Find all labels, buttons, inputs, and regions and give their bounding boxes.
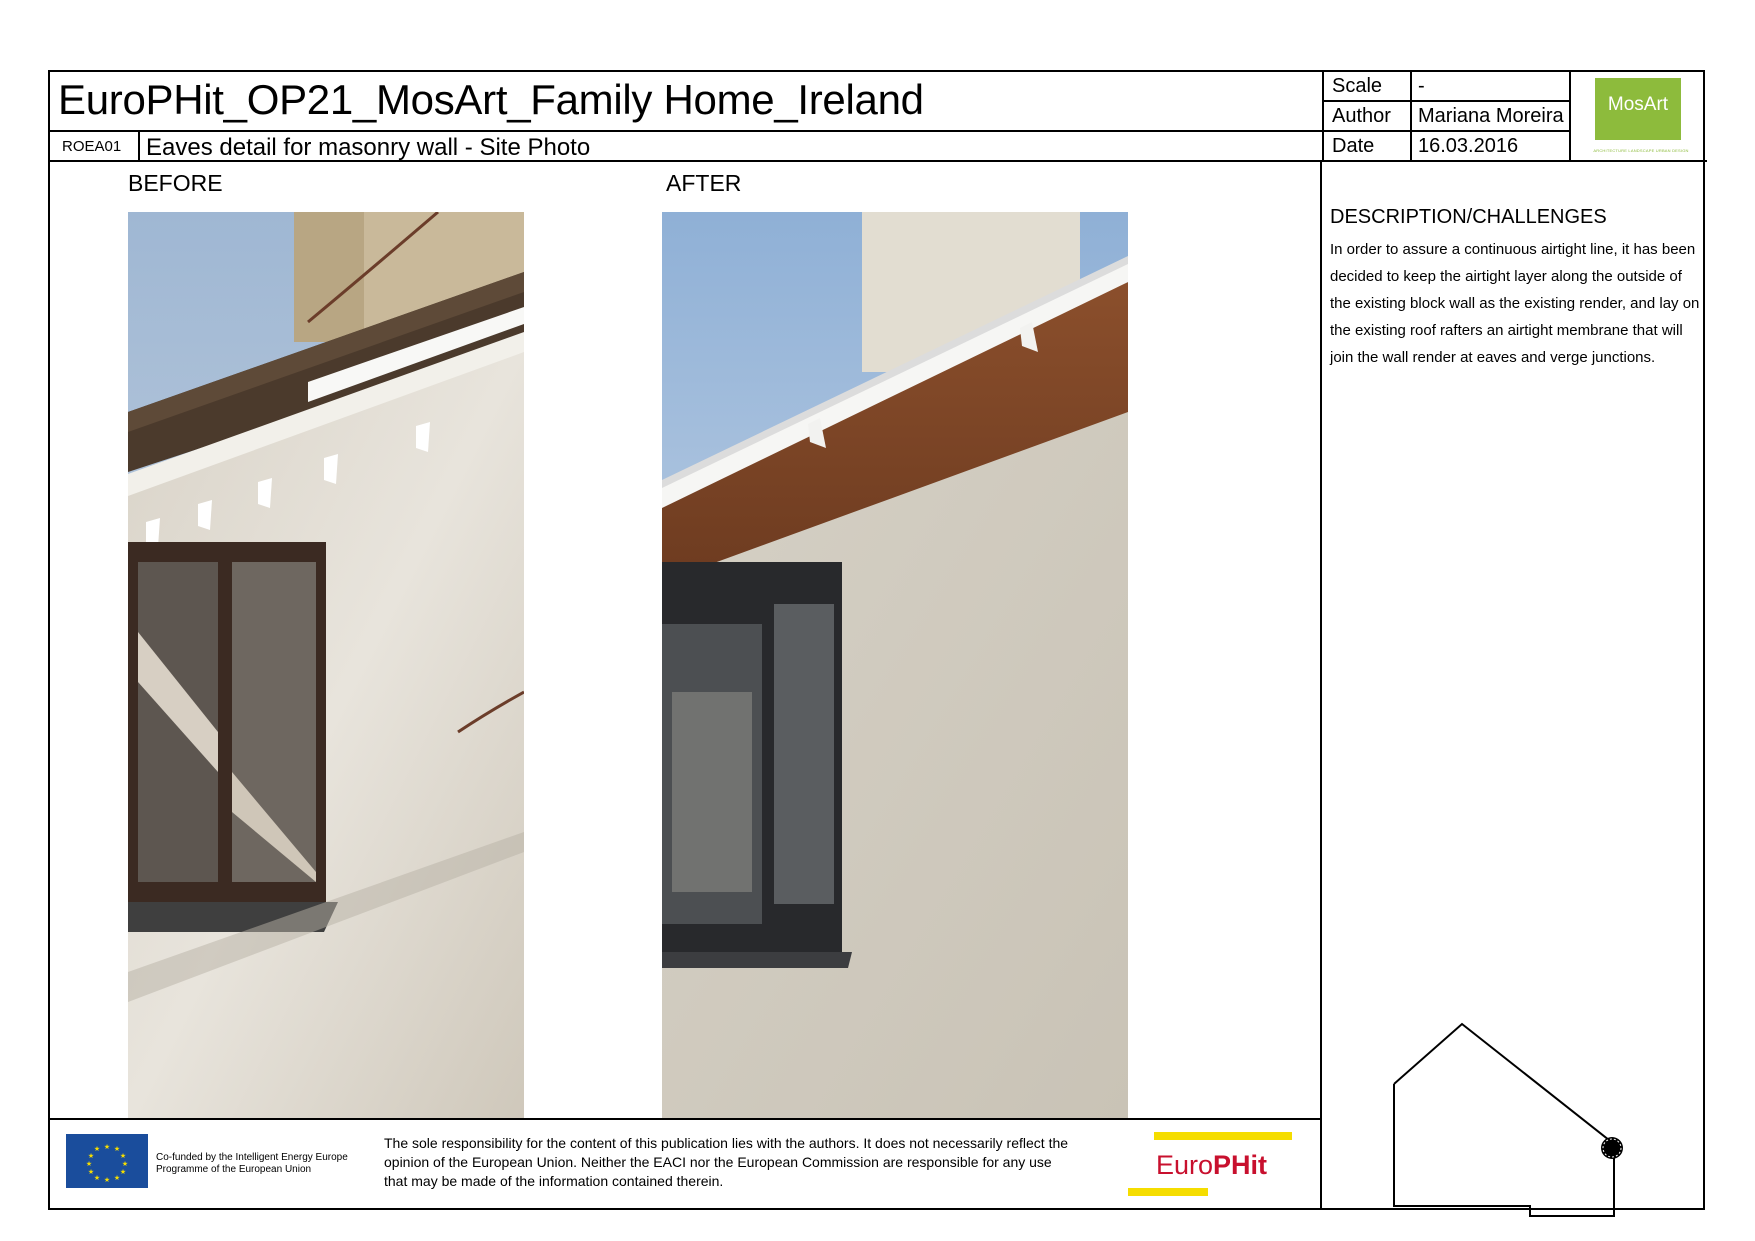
title-block — [1322, 72, 1707, 162]
svg-text:★: ★ — [119, 1152, 127, 1160]
svg-text:★: ★ — [121, 1160, 129, 1168]
mosart-logo — [1595, 78, 1681, 140]
scale-label: Scale — [1332, 75, 1383, 97]
svg-text:★: ★ — [93, 1174, 101, 1182]
author-value: Mariana Moreira — [1418, 105, 1564, 127]
svg-text:★: ★ — [85, 1160, 93, 1168]
scale-value: - — [1418, 75, 1425, 97]
photo-panel — [50, 162, 1322, 1118]
svg-text:★: ★ — [103, 1176, 111, 1184]
svg-text:★: ★ — [93, 1145, 101, 1153]
before-label: BEFORE — [128, 170, 223, 196]
date-row — [1324, 132, 1569, 162]
page-title: EuroPHit_OP21_MosArt_Family Home_Ireland — [58, 76, 924, 123]
subtitle-cell — [140, 132, 1322, 162]
sheet-code-cell — [50, 132, 140, 162]
scale-row — [1324, 72, 1569, 102]
eu-funding-text: Co-funded by the Intelligent Energy Europe Programme of the European Union — [156, 1152, 348, 1175]
europhit-logo — [1128, 1132, 1292, 1196]
brand-part1: Euro — [1156, 1150, 1214, 1180]
eu-flag-icon — [66, 1134, 148, 1188]
after-label: AFTER — [666, 170, 742, 196]
europhit-bar-top — [1154, 1132, 1292, 1140]
logo-tagline: ARCHITECTURE LANDSCAPE URBAN DESIGN — [1593, 148, 1689, 153]
sheet-subtitle: Eaves detail for masonry wall - Site Photo — [146, 134, 591, 161]
description-text: In order to assure a continuous airtight line, it has been decided to keep the airtight layer along the outside of the existing block wall as the existing render, and lay on the existing roof rafters an airtight membrane that will join the wall render at eaves and verge junctions. — [1330, 241, 1700, 366]
before-photo — [128, 212, 524, 1118]
sheet-code: ROEA01 — [62, 138, 122, 155]
date-value: 16.03.2016 — [1418, 135, 1519, 157]
svg-text:★: ★ — [119, 1168, 127, 1176]
after-photo — [662, 212, 1128, 1118]
europhit-bar-bottom — [1128, 1188, 1208, 1196]
europhit-wordmark — [1156, 1150, 1267, 1181]
description-panel — [1322, 162, 1707, 1210]
date-label: Date — [1332, 135, 1375, 157]
author-row — [1324, 102, 1569, 132]
drawing-sheet — [48, 70, 1705, 1210]
logo-name: MosArt — [1607, 94, 1669, 115]
author-label: Author — [1332, 105, 1391, 127]
title-cell — [50, 72, 1322, 132]
disclaimer-text: The sole responsibility for the content of this publication lies with the authors. It does not necessarily reflect the opinion of the European Union. Neither the EACI nor the European Commission are responsible for any use that may be made of the information contained therein. — [384, 1135, 1069, 1189]
svg-text:★: ★ — [103, 1143, 111, 1151]
svg-text:★: ★ — [87, 1152, 95, 1160]
logo-cell — [1569, 72, 1709, 160]
footer — [50, 1118, 1322, 1210]
brand-part2: PHit — [1213, 1150, 1268, 1180]
svg-text:★: ★ — [87, 1168, 95, 1176]
key-plan-icon — [1392, 1022, 1632, 1222]
description-title: DESCRIPTION/CHALLENGES — [1330, 206, 1607, 228]
svg-text:★: ★ — [113, 1174, 121, 1182]
svg-text:★: ★ — [113, 1145, 121, 1153]
